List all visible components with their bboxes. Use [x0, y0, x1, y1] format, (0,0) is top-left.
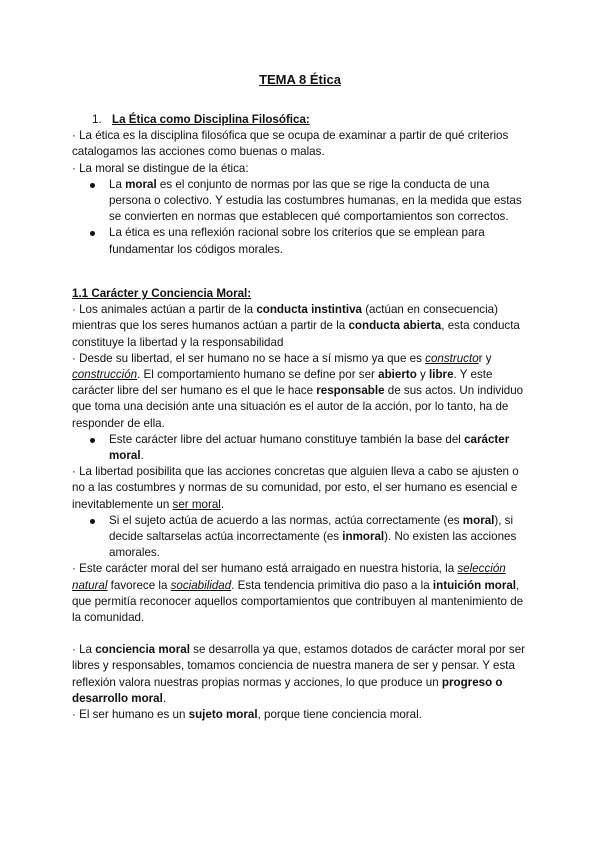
section-character — [72, 286, 528, 723]
subsection-heading: 1.1 Carácter y Conciencia Moral: — [72, 287, 252, 300]
paragraph: · La moral se distingue de la ética: — [72, 161, 249, 175]
paragraph: · La ética es la disciplina filosófica que se ocupa de examinar a partir de qué criterios catalogamos las acciones como buenas o malas. — [72, 129, 509, 159]
list-item: Si el sujeto actúa de acuerdo a las normas, actúa correctamente (es moral), si decide saltarselas actúa incorrectamente (es inmoral). No existen las acciones amorales. — [72, 513, 528, 562]
paragraph: · Este carácter moral del ser humano está arraigado en nuestra historia, la selección natural favorece la sociabilidad. Esta tendencia primitiva dio paso a la intuición moral, que permitía reconocer aquellos comportamientos que contribuyen al mantenimiento de la comunidad. — [72, 562, 524, 625]
paragraph: · El ser humano es un sujeto moral, porque tiene conciencia moral. — [72, 708, 422, 722]
list-item: La moral es el conjunto de normas por las que se rige la conducta de una persona o colectivo. Y estudia las costumbres humanas, en la medida que estas se convierten en normas que establecen qué comportamientos son correctos. — [72, 177, 528, 226]
list-item: La ética es una reflexión racional sobre los criterios que se emplean para fundamentar los códigos morales. — [72, 225, 528, 257]
bullet-list — [72, 513, 528, 562]
section-number: 1. — [92, 113, 102, 126]
paragraph: · Los animales actúan a partir de la conducta instintiva (actúan en consecuencia) mientras que los seres humanos actúan a partir de la conducta abierta, esta conducta constituye la libertad y la responsabilidad — [72, 303, 520, 349]
paragraph: · Desde su libertad, el ser humano no se hace a sí mismo ya que es constructor y construcción. El comportamiento humano se define por ser abierto y libre. Y este carácter libre del ser humano es el que le hace responsable de sus actos. Un individuo que toma una decisión ante una situación es el autor de la acción, por lo tanto, ha de responder de ella. — [72, 351, 524, 430]
section-ethics — [72, 112, 528, 258]
page-title: TEMA 8 Ética — [259, 72, 341, 87]
bullet-list — [72, 432, 528, 464]
list-item: Este carácter libre del actuar humano constituye también la base del carácter moral. — [72, 432, 528, 464]
bullet-list — [72, 177, 528, 258]
section-heading — [72, 112, 528, 128]
section-title: La Ética como Disciplina Filosófica: — [112, 113, 310, 126]
paragraph: · La libertad posibilita que las acciones concretas que alguien lleva a cabo se ajusten o no a las costumbres y normas de su comunidad, por esto, el ser humano es esencial e inevitablemente un ser moral. — [72, 465, 519, 511]
paragraph: · La conciencia moral se desarrolla ya que, estamos dotados de carácter moral por ser libres y responsables, tomamos conciencia de nuestra manera de ser y pensar. Y esta reflexión valora nuestras propias normas y acciones, lo que produce un progreso o desarrollo moral. — [72, 643, 526, 705]
